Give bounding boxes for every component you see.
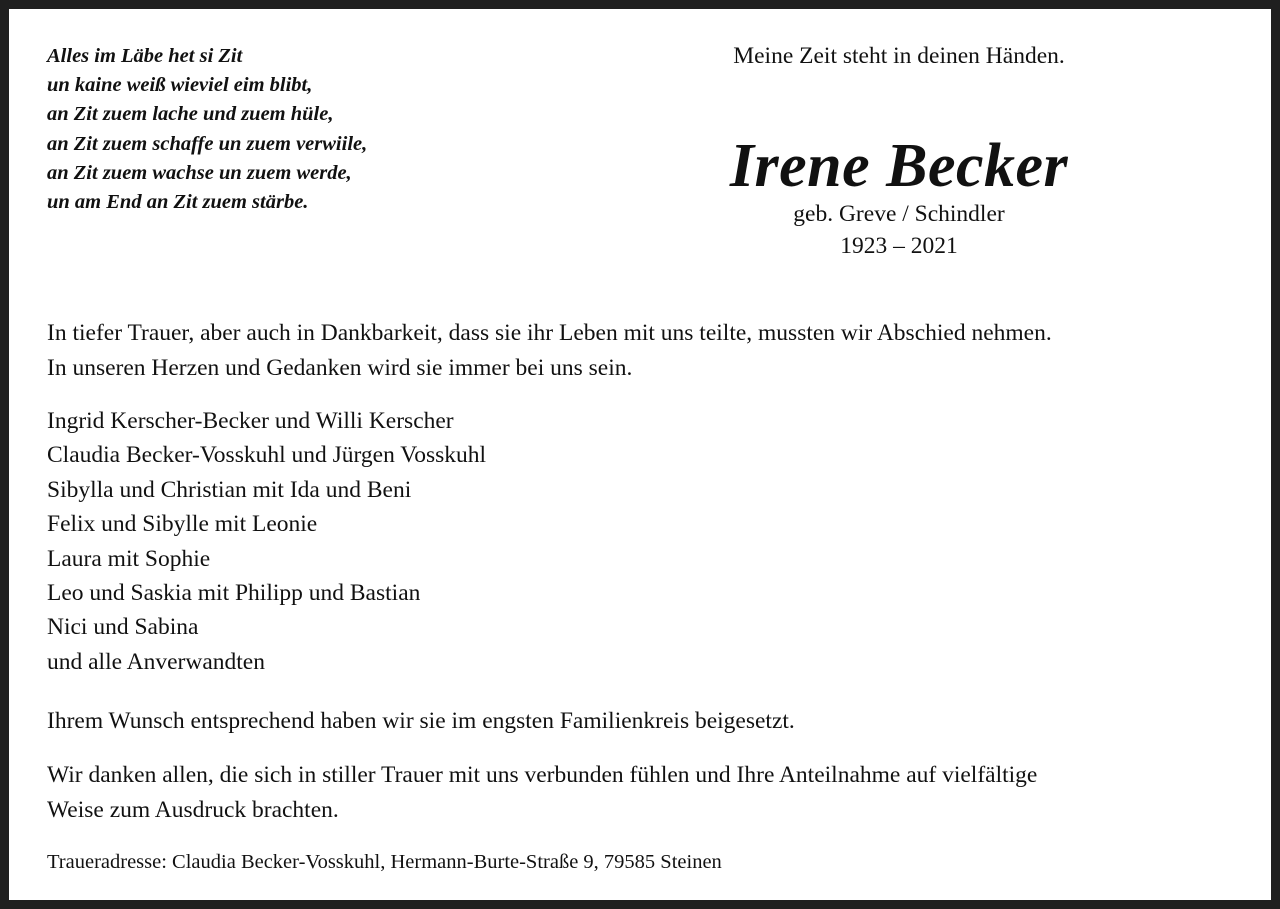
poem-line: an Zit zuem lache und zuem hüle, xyxy=(47,103,334,126)
thanks-line: Wir danken allen, die sich in stiller Trauer mit uns verbunden fühlen und Ihre Anteilnahme auf vielfältige xyxy=(47,762,1038,788)
intro-text xyxy=(47,316,1262,385)
poem-line: an Zit zuem wachse un zuem werde, xyxy=(47,161,352,184)
mourning-address: Traueradresse: Claudia Becker-Vosskuhl, Hermann-Burte-Straße 9, 79585 Steinen xyxy=(47,851,722,873)
mourner-entry: Nici und Sabina xyxy=(47,614,199,641)
mourner-entry: Leo und Saskia mit Philipp und Bastian xyxy=(47,580,421,607)
birth-name: geb. Greve / Schindler xyxy=(793,201,1005,227)
mourners-list xyxy=(47,404,486,679)
life-dates: 1923 – 2021 xyxy=(840,233,958,259)
intro-line: In tiefer Trauer, aber auch in Dankbarkeit, dass sie ihr Leben mit uns teilte, mussten wir Abschied nehmen. xyxy=(47,320,1052,346)
motto: Meine Zeit steht in deinen Händen. xyxy=(733,43,1065,69)
poem-line: Alles im Läbe het si Zit xyxy=(47,45,243,67)
mourner-entry: Laura mit Sophie xyxy=(47,545,211,572)
mourner-entry: Sibylla und Christian mit Ida und Beni xyxy=(47,476,412,503)
burial-note: Ihrem Wunsch entsprechend haben wir sie im engsten Familienkreis beigesetzt. xyxy=(47,708,795,734)
thanks-line: Weise zum Ausdruck brachten. xyxy=(47,796,339,823)
intro-line: In unseren Herzen und Gedanken wird sie immer bei uns sein. xyxy=(47,354,633,381)
poem-line: un am End an Zit zuem stärbe. xyxy=(47,191,309,214)
mourner-entry: Ingrid Kerscher-Becker und Willi Kerscher xyxy=(47,408,454,434)
poem-line: un kaine weiß wieviel eim blibt, xyxy=(47,74,313,97)
thanks-text xyxy=(47,758,1262,827)
mourner-entry: und alle Anverwandten xyxy=(47,648,265,675)
mourner-entry: Claudia Becker-Vosskuhl und Jürgen Vosskuhl xyxy=(47,442,487,469)
poem-line: an Zit zuem schaffe un zuem verwiile, xyxy=(47,132,368,155)
deceased-name: Irene Becker xyxy=(729,132,1069,200)
dialect-poem xyxy=(47,42,367,217)
mourner-entry: Felix und Sibylle mit Leonie xyxy=(47,511,318,538)
